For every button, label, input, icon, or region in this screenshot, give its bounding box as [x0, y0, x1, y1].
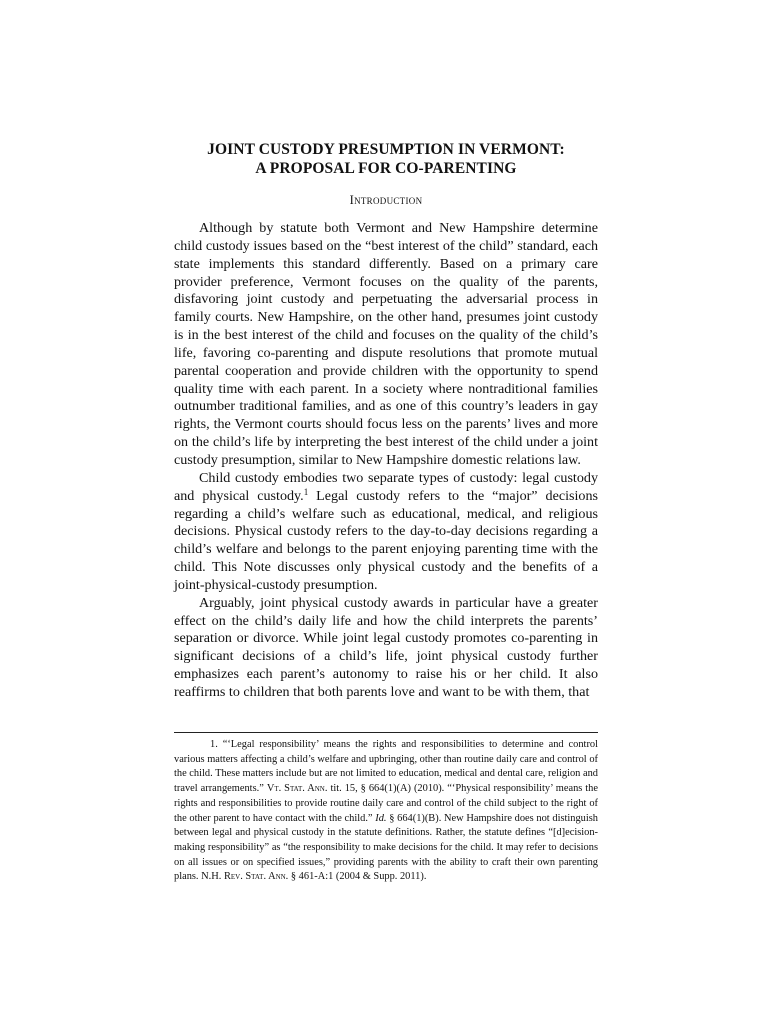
footnote-text-4: § 461-A:1 (2004 & Supp. 2011).	[288, 871, 427, 883]
footnote-text-3: § 664(1)(B). New Hampshire does not distinguish between legal and physical custody in the statute definitions. Rather, the statute defines “[d]ecision-making responsibility” as “the responsibility to make decisions for the child. It may refer to decisions on all issues or on specified issues,” providing parents with the ability to craft their own parenting plans.	[174, 812, 598, 883]
paragraph-3: Arguably, joint physical custody awards in particular have a greater effect on the child’s daily life and how the child interprets the parents’ separation or divorce. While joint legal custody promotes co-parenting in significant decisions of a child’s life, joint physical custody further emphasizes each parent’s autonomy to raise his or her child. It also reaffirms to children that both parents love and want to be with them, that	[174, 594, 598, 700]
id-signal: Id.	[375, 812, 387, 824]
section-heading: Introduction	[349, 193, 423, 207]
citation-nh-stat: N.H. Rev. Stat. Ann.	[201, 871, 289, 883]
citation-vt-stat: Vt. Stat. Ann.	[266, 783, 328, 795]
article-title-line-2: A PROPOSAL FOR CO-PARENTING	[255, 160, 517, 177]
footnote-divider	[174, 732, 598, 733]
article-title-line-1: JOINT CUSTODY PRESUMPTION IN VERMONT:	[207, 141, 565, 158]
paragraph-2-text-b: Legal custody refers to the “major” decisions regarding a child’s welfare such as educational, medical, and religious decisions. Physical custody refers to the day-to-day decisions regarding a child’s welfare and belongs to the parent enjoying parenting time with the child. This Note discusses only physical custody and the benefits of a joint-physical-custody presumption.	[174, 487, 598, 593]
paragraph-2	[174, 470, 598, 595]
footnote-text-1: 1. “‘Legal responsibility’ means the rights and responsibilities to determine and control various matters affecting a child’s welfare and upbringing, other than routine daily care and control of the child. These matters include but are not limited to education, medical and dental care, religion and travel arrangements.”	[174, 739, 598, 795]
paragraph-2-text-a: Child custody embodies two separate types of custody: legal custody and physical custody.	[174, 469, 598, 504]
footnote-1	[174, 738, 598, 885]
footnote-reference-1: 1	[303, 486, 309, 497]
footnote-text-2: tit. 15, § 664(1)(A) (2010). “‘Physical responsibility’ means the rights and responsibilities to provide routine daily care and control of the child subject to the right of the other parent to have contact with the child.”	[174, 783, 598, 824]
body-text	[174, 220, 598, 702]
paragraph-1: Although by statute both Vermont and New Hampshire determine child custody issues based on the “best interest of the child” standard, each state implements this standard differently. Based on a primary care provider preference, Vermont focuses on the quality of the parents, disfavoring joint custody and perpetuating the adversarial process in family courts. New Hampshire, on the other hand, presumes joint custody is in the best interest of the child and focuses on the quality of the child’s life, favoring co-parenting and dispute resolutions that promote mutual parental cooperation and provide children with the opportunity to spend quality time with each parent. In a society where nontraditional families outnumber traditional families, and as one of this country’s leaders in gay rights, the Vermont courts should focus less on the parents’ lives and more on the child’s life by interpreting the best interest of the child under a joint custody presumption, similar to New Hampshire domestic relations law.	[174, 220, 598, 468]
